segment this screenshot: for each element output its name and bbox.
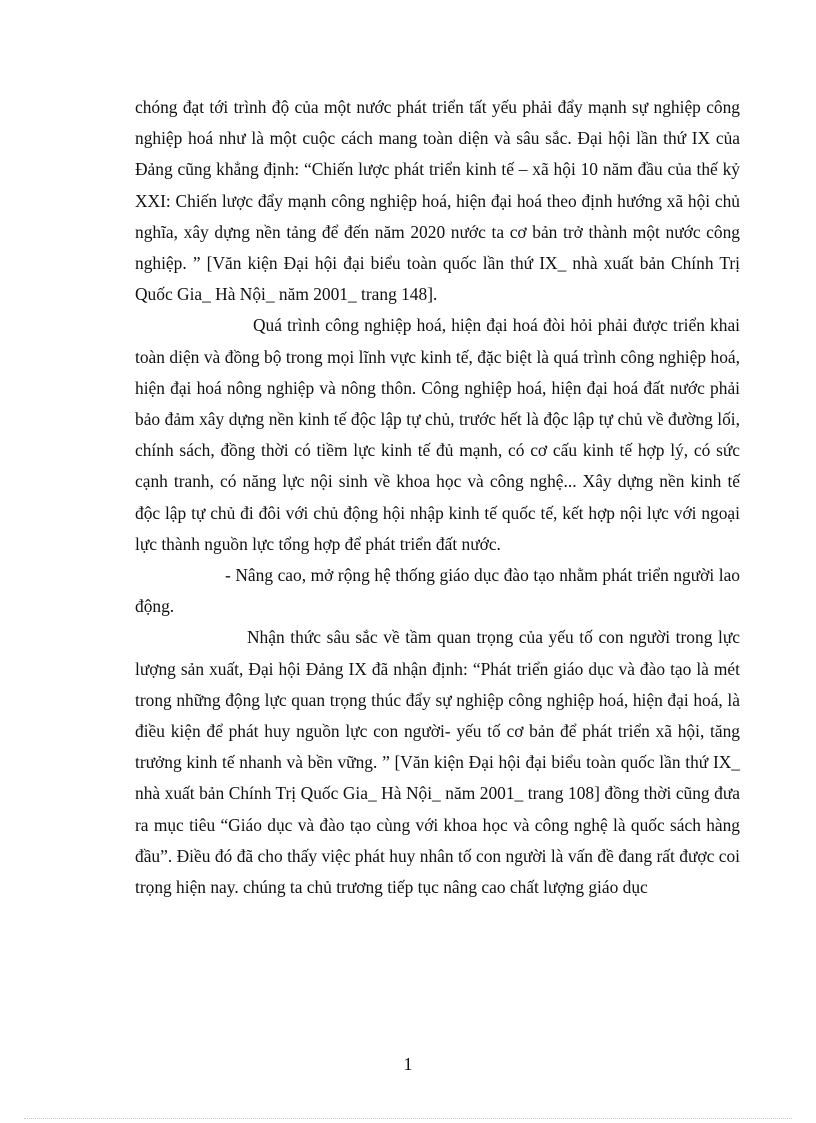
body-text (135, 92, 740, 903)
page-bottom-divider (24, 1118, 792, 1119)
paragraph-continuation: chóng đạt tới trình độ của một nước phát triển tất yếu phải đẩy mạnh sự nghiệp công nghiệp hoá như là một cuộc cách mang toàn diện và sâu sắc. Đại hội lần thứ IX của Đảng cũng khẳng định: “Chiến lược phát triển kinh tế – xã hội 10 năm đầu của thế kỷ XXI: Chiến lược đẩy mạnh công nghiệp hoá, hiện đại hoá theo định hướng xã hội chủ nghĩa, xây dựng nền tảng để đến năm 2020 nước ta cơ bản trở thành một nước công nghiệp. ” [Văn kiện Đại hội đại biểu toàn quốc lần thứ IX_ nhà xuất bản Chính Trị Quốc Gia_ Hà Nội_ năm 2001_ trang 148]. (135, 97, 740, 305)
paragraph-human-factor: Nhận thức sâu sắc về tầm quan trọng của yếu tố con người trong lực lượng sản xuất, Đại hội Đảng IX đã nhận định: “Phát triển giáo dục và đào tạo là mét trong những động lực quan trọng thúc đẩy sự nghiệp công nghiệp hoá, hiện đại hoá, là điều kiện để phát huy nguồn lực con người- yếu tố cơ bản để phát triển xã hội, tăng trưởng kinh tế nhanh và bền vững. ” [Văn kiện Đại hội đại biểu toàn quốc lần thứ IX_ nhà xuất bản Chính Trị Quốc Gia_ Hà Nội_ năm 2001_ trang 108] đồng thời cũng đưa ra mục tiêu “Giáo dục và đào tạo cùng với khoa học và công nghệ là quốc sách hàng đầu”. Điều đó đã cho thấy việc phát huy nhân tố con người là vấn đề đang rất được coi trọng hiện nay. chúng ta chủ trương tiếp tục nâng cao chất lượng giáo dục (135, 627, 740, 898)
page-number: 1 (403, 1054, 413, 1074)
paragraph-industrialization: Quá trình công nghiệp hoá, hiện đại hoá đòi hỏi phải được triển khai toàn diện và đồng bộ trong mọi lĩnh vực kinh tế, đặc biệt là quá trình công nghiệp hoá, hiện đại hoá nông nghiệp và nông thôn. Công nghiệp hoá, hiện đại hoá đất nước phải bảo đảm xây dựng nền kinh tế độc lập tự chủ, trước hết là độc lập tự chủ về đường lối, chính sách, đồng thời có tiềm lực kinh tế đủ mạnh, có cơ cấu kinh tế hợp lý, có sức cạnh tranh, có năng lực nội sinh về khoa học và công nghệ... Xây dựng nền kinh tế độc lập tự chủ đi đôi với chủ động hội nhập kinh tế quốc tế, kết hợp nội lực với ngoại lực thành nguồn lực tổng hợp để phát triển đất nước. (135, 315, 740, 554)
paragraph-education-heading: - Nâng cao, mở rộng hệ thống giáo dục đào tạo nhằm phát triển người lao động. (135, 565, 740, 617)
